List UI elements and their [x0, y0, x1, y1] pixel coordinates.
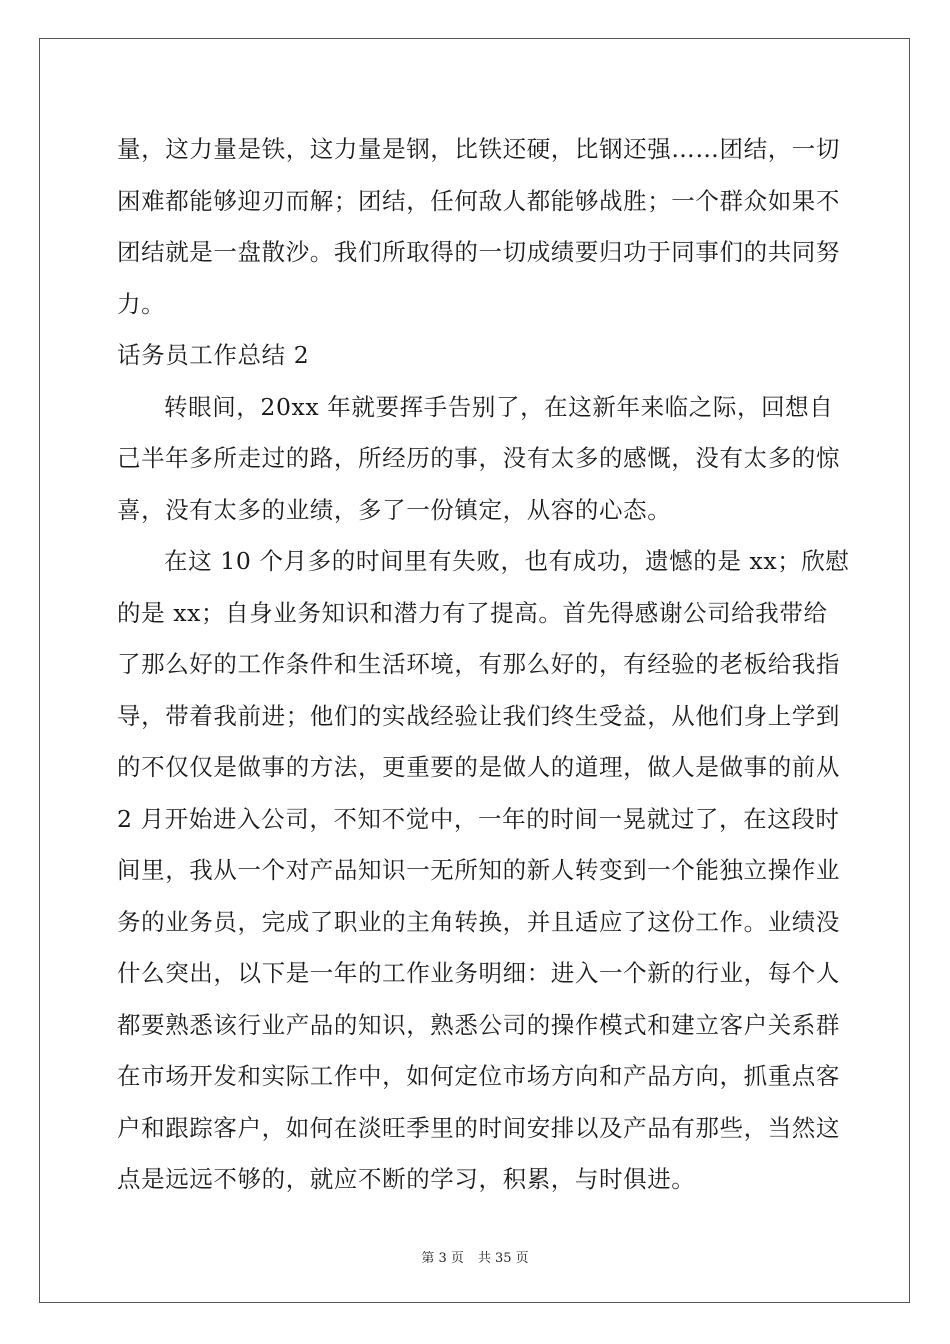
text-line: 了那么好的工作条件和生活环境，有那么好的，有经验的老板给我指	[117, 650, 840, 678]
text-line: 户和跟踪客户，如何在淡旺季里的时间安排以及产品有那些，当然这	[117, 1113, 840, 1142]
text-line: 点是远远不够的，就应不断的学习，积累，与时俱进。	[117, 1165, 696, 1193]
page-footer	[0, 1247, 950, 1266]
text-line: 导，带着我前进；他们的实战经验让我们终生受益，从他们身上学到	[117, 701, 840, 730]
text-line: 力。	[117, 289, 166, 318]
paragraph-first-line: 在这 10 个月多的时间里有失败，也有成功，遗憾的是 xx；欣慰	[164, 547, 850, 575]
text-line: 都要熟悉该行业产品的知识，熟悉公司的操作模式和建立客户关系群	[117, 1010, 840, 1039]
text-line: 间里，我从一个对产品知识一无所知的新人转变到一个能独立操作业	[117, 856, 840, 884]
text-line: 团结就是一盘散沙。我们所取得的一切成绩要归功于同事们的共同努	[117, 238, 840, 266]
text-line: 的是 xx；自身业务知识和潜力有了提高。首先得感谢公司给我带给	[117, 598, 828, 627]
text-line: 2 月开始进入公司，不知不觉中，一年的时间一晃就过了，在这段时	[117, 804, 840, 833]
section-heading: 话务员工作总结 2	[117, 341, 310, 369]
page-number-total: 共 35 页	[477, 1251, 529, 1266]
text-line: 量，这力量是铁，这力量是钢，比铁还硬，比钢还强……团结，一切	[117, 135, 840, 163]
page-number-current: 第 3 页	[421, 1251, 464, 1266]
text-line: 己半年多所走过的路，所经历的事，没有太多的感慨，没有太多的惊	[117, 444, 840, 472]
text-line: 什么突出，以下是一年的工作业务明细：进入一个新的行业，每个人	[117, 959, 840, 987]
document-body	[117, 124, 850, 1206]
text-line: 困难都能够迎刃而解；团结，任何敌人都能够战胜；一个群众如果不	[117, 186, 840, 215]
text-line: 的不仅仅是做事的方法，更重要的是做人的道理，做人是做事的前从	[117, 753, 840, 781]
text-line: 务的业务员，完成了职业的主角转换，并且适应了这份工作。业绩没	[117, 907, 840, 936]
paragraph-first-line: 转眼间，20xx 年就要挥手告别了，在这新年来临之际，回想自	[164, 392, 834, 421]
text-line: 在市场开发和实际工作中，如何定位市场方向和产品方向，抓重点客	[117, 1062, 840, 1090]
text-line: 喜，没有太多的业绩，多了一份镇定，从容的心态。	[117, 495, 672, 524]
